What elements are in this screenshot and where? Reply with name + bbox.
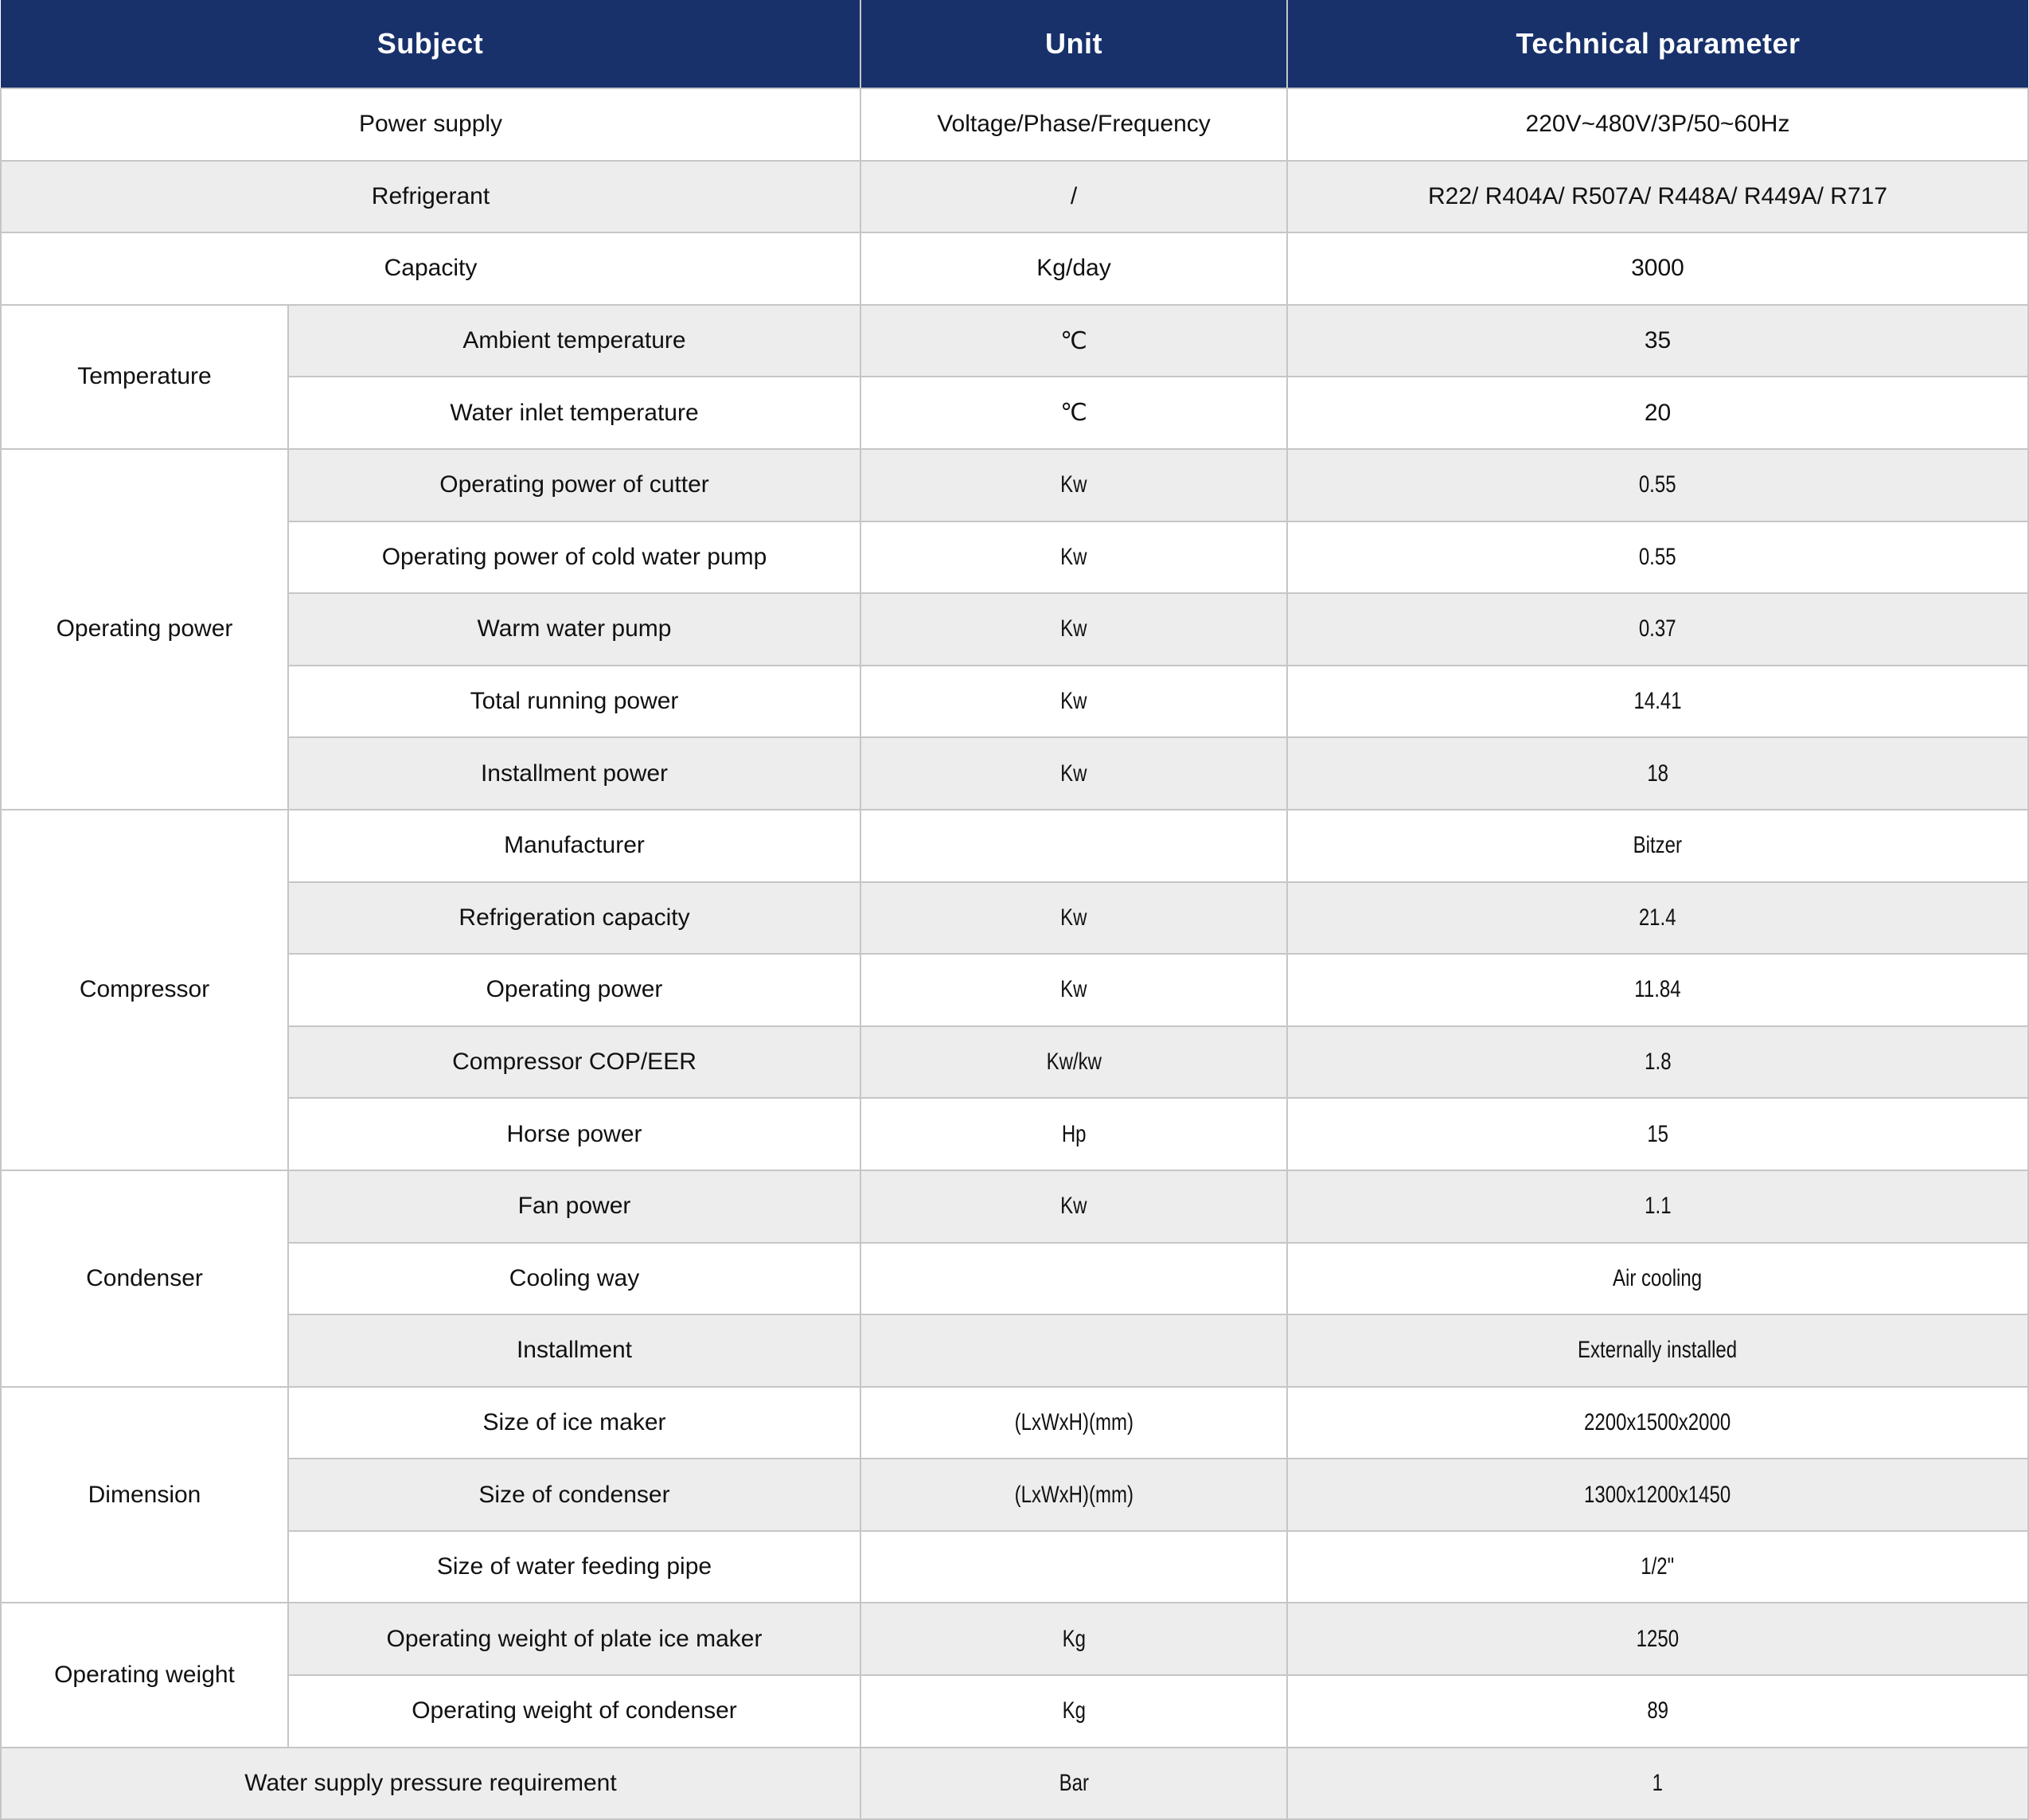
group-cell-operating-weight: Operating weight [1,1603,288,1747]
table-row-size-of-water-feeding-pipe [1,1531,2028,1603]
table-row-refrigerant [1,161,2028,233]
row-value: 18 [1287,737,2028,810]
row-unit: Kg/day [860,232,1287,305]
row-value: 0.55 [1287,449,2028,521]
table-row-horse-power [1,1098,2028,1170]
row-subject: Operating power [288,954,860,1026]
row-value: Externally installed [1287,1314,2028,1387]
row-subject: Operating power of cutter [288,449,860,521]
row-value: 20 [1287,377,2028,449]
table-row-size-of-ice-maker [1,1387,2028,1459]
row-unit: Kw [860,954,1287,1026]
row-subject: Water inlet temperature [288,377,860,449]
row-unit: Kw/kw [860,1026,1287,1099]
row-value: 21.4 [1287,882,2028,955]
row-value: 220V~480V/3P/50~60Hz [1287,88,2028,161]
row-unit: Kg [860,1675,1287,1748]
row-unit [860,1531,1287,1603]
row-subject: Power supply [1,88,860,161]
row-subject: Refrigerant [1,161,860,233]
row-unit: Voltage/Phase/Frequency [860,88,1287,161]
row-subject: Capacity [1,232,860,305]
row-unit: / [860,161,1287,233]
table-row-water-supply-pressure [1,1748,2028,1820]
row-value: 14.41 [1287,666,2028,738]
table-row-water-inlet-temperature [1,377,2028,449]
row-subject: Refrigeration capacity [288,882,860,955]
row-subject: Compressor COP/EER [288,1026,860,1099]
row-value: 89 [1287,1675,2028,1748]
table-row-total-running-power [1,666,2028,738]
row-value: 0.55 [1287,521,2028,594]
row-unit: Kw [860,521,1287,594]
row-unit [860,1314,1287,1387]
row-unit: (LxWxH)(mm) [860,1387,1287,1459]
row-subject: Fan power [288,1170,860,1243]
row-value: 11.84 [1287,954,2028,1026]
row-value: 1250 [1287,1603,2028,1675]
row-value: 1.1 [1287,1170,2028,1243]
table-row-fan-power [1,1170,2028,1243]
row-unit: Kw [860,1170,1287,1243]
row-value: 1300x1200x1450 [1287,1459,2028,1531]
row-value: Bitzer [1287,810,2028,882]
row-unit: Bar [860,1748,1287,1820]
column-header-parameter: Technical parameter [1287,0,2028,88]
row-subject: Size of condenser [288,1459,860,1531]
table-row-weight-condenser [1,1675,2028,1748]
row-subject: Size of ice maker [288,1387,860,1459]
row-unit: ℃ [860,305,1287,377]
row-unit: Kw [860,666,1287,738]
header-row [1,0,2028,88]
row-unit: Hp [860,1098,1287,1170]
row-unit: Kw [860,882,1287,955]
row-unit: ℃ [860,377,1287,449]
row-unit: Kw [860,737,1287,810]
row-unit: Kw [860,593,1287,666]
table-row-warm-water-pump [1,593,2028,666]
row-value: 1 [1287,1748,2028,1820]
table-row-ambient-temperature [1,305,2028,377]
group-cell-operating-power: Operating power [1,449,288,810]
table-row-installment-power [1,737,2028,810]
row-subject: Installment [288,1314,860,1387]
row-subject: Cooling way [288,1243,860,1315]
row-unit: Kw [860,449,1287,521]
row-subject: Total running power [288,666,860,738]
row-subject: Ambient temperature [288,305,860,377]
column-header-subject: Subject [1,0,860,88]
table-row-compressor-cop-eer [1,1026,2028,1099]
table-row-weight-plate-ice-maker [1,1603,2028,1675]
table-row-cutter-power [1,449,2028,521]
row-subject: Operating weight of plate ice maker [288,1603,860,1675]
row-subject: Water supply pressure requirement [1,1748,860,1820]
row-unit [860,810,1287,882]
table-row-capacity [1,232,2028,305]
table-row-cold-water-pump-power [1,521,2028,594]
row-value: 15 [1287,1098,2028,1170]
row-value: 1/2" [1287,1531,2028,1603]
row-unit: (LxWxH)(mm) [860,1459,1287,1531]
row-subject: Size of water feeding pipe [288,1531,860,1603]
row-value: R22/ R404A/ R507A/ R448A/ R449A/ R717 [1287,161,2028,233]
group-cell-condenser: Condenser [1,1170,288,1387]
table-row-installment [1,1314,2028,1387]
table-row-refrigeration-capacity [1,882,2028,955]
table-row-size-of-condenser [1,1459,2028,1531]
group-cell-compressor: Compressor [1,810,288,1170]
row-value: Air cooling [1287,1243,2028,1315]
row-unit [860,1243,1287,1315]
row-subject: Horse power [288,1098,860,1170]
table-row-compressor-operating-power [1,954,2028,1026]
group-cell-dimension: Dimension [1,1387,288,1603]
table-row-cooling-way [1,1243,2028,1315]
row-unit: Kg [860,1603,1287,1675]
row-subject: Manufacturer [288,810,860,882]
row-value: 0.37 [1287,593,2028,666]
row-value: 3000 [1287,232,2028,305]
column-header-unit: Unit [860,0,1287,88]
row-subject: Operating power of cold water pump [288,521,860,594]
row-value: 2200x1500x2000 [1287,1387,2028,1459]
row-value: 35 [1287,305,2028,377]
row-subject: Warm water pump [288,593,860,666]
group-cell-temperature: Temperature [1,305,288,449]
table-row-power-supply [1,88,2028,161]
table-row-manufacturer [1,810,2028,882]
row-subject: Installment power [288,737,860,810]
row-value: 1.8 [1287,1026,2028,1099]
row-subject: Operating weight of condenser [288,1675,860,1748]
